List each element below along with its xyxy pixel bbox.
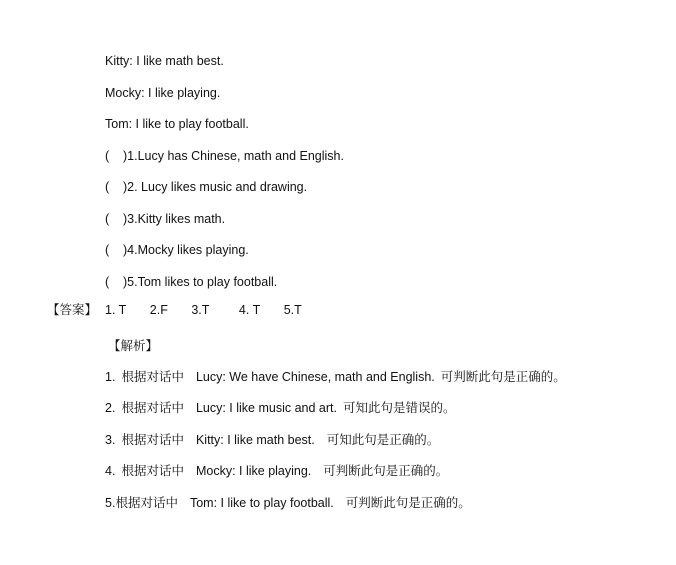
dialogue-line-tom: Tom: I like to play football. bbox=[105, 117, 249, 131]
answer-item: 2.F bbox=[149, 303, 168, 317]
answer-items bbox=[105, 302, 302, 318]
analysis-quote: Lucy: I like music and art. bbox=[195, 401, 337, 415]
question-3 bbox=[105, 211, 225, 227]
question-text: )3.Kitty likes math. bbox=[123, 212, 226, 226]
question-2 bbox=[105, 179, 307, 195]
analysis-lead: 根据对话中 bbox=[115, 496, 178, 510]
analysis-line-4 bbox=[105, 463, 448, 479]
question-paren: ( bbox=[105, 275, 110, 289]
question-1 bbox=[105, 148, 344, 164]
dialogue-line-mocky: Mocky: I like playing. bbox=[105, 86, 221, 100]
question-paren: ( bbox=[105, 149, 110, 163]
analysis-lead: 根据对话中 bbox=[121, 401, 184, 415]
analysis-num: 5. bbox=[105, 496, 116, 510]
question-text: )5.Tom likes to play football. bbox=[123, 275, 278, 289]
analysis-quote: Kitty: I like math best. bbox=[195, 433, 315, 447]
analysis-lead: 根据对话中 bbox=[121, 433, 184, 447]
question-text: )4.Mocky likes playing. bbox=[123, 243, 249, 257]
analysis-quote: Lucy: We have Chinese, math and English. bbox=[195, 370, 435, 384]
analysis-quote: Tom: I like to play football. bbox=[189, 496, 334, 510]
question-paren: ( bbox=[105, 243, 110, 257]
analysis-line-2 bbox=[105, 400, 456, 416]
question-5 bbox=[105, 274, 277, 290]
answer-item: 4. T bbox=[238, 303, 261, 317]
answer-label: 【答案】 bbox=[47, 303, 98, 317]
analysis-num: 1. bbox=[105, 370, 116, 384]
question-text: )1.Lucy has Chinese, math and English. bbox=[123, 149, 344, 163]
analysis-num: 3. bbox=[105, 433, 116, 447]
analysis-conclusion: 可知此句是错误的。 bbox=[342, 401, 456, 415]
question-paren: ( bbox=[105, 180, 110, 194]
analysis-line-3 bbox=[105, 432, 439, 448]
analysis-lead: 根据对话中 bbox=[121, 370, 184, 384]
question-text: )2. Lucy likes music and drawing. bbox=[123, 180, 308, 194]
analysis-conclusion: 可判断此句是正确的。 bbox=[323, 464, 449, 478]
analysis-conclusion: 可判断此句是正确的。 bbox=[345, 496, 471, 510]
analysis-lead: 根据对话中 bbox=[121, 464, 184, 478]
analysis-conclusion: 可知此句是正确的。 bbox=[326, 433, 440, 447]
analysis-line-5 bbox=[105, 495, 471, 511]
question-paren: ( bbox=[105, 212, 110, 226]
dialogue-line-kitty: Kitty: I like math best. bbox=[105, 54, 224, 68]
analysis-num: 4. bbox=[105, 464, 116, 478]
answer-item: 3.T bbox=[191, 303, 210, 317]
answer-item: 5.T bbox=[283, 303, 302, 317]
analysis-quote: Mocky: I like playing. bbox=[195, 464, 312, 478]
analysis-num: 2. bbox=[105, 401, 116, 415]
analysis-label: 【解析】 bbox=[108, 339, 159, 353]
answer-item: 1. T bbox=[105, 303, 127, 317]
analysis-conclusion: 可判断此句是正确的。 bbox=[440, 370, 566, 384]
analysis-line-1 bbox=[105, 369, 566, 385]
question-4 bbox=[105, 242, 249, 258]
